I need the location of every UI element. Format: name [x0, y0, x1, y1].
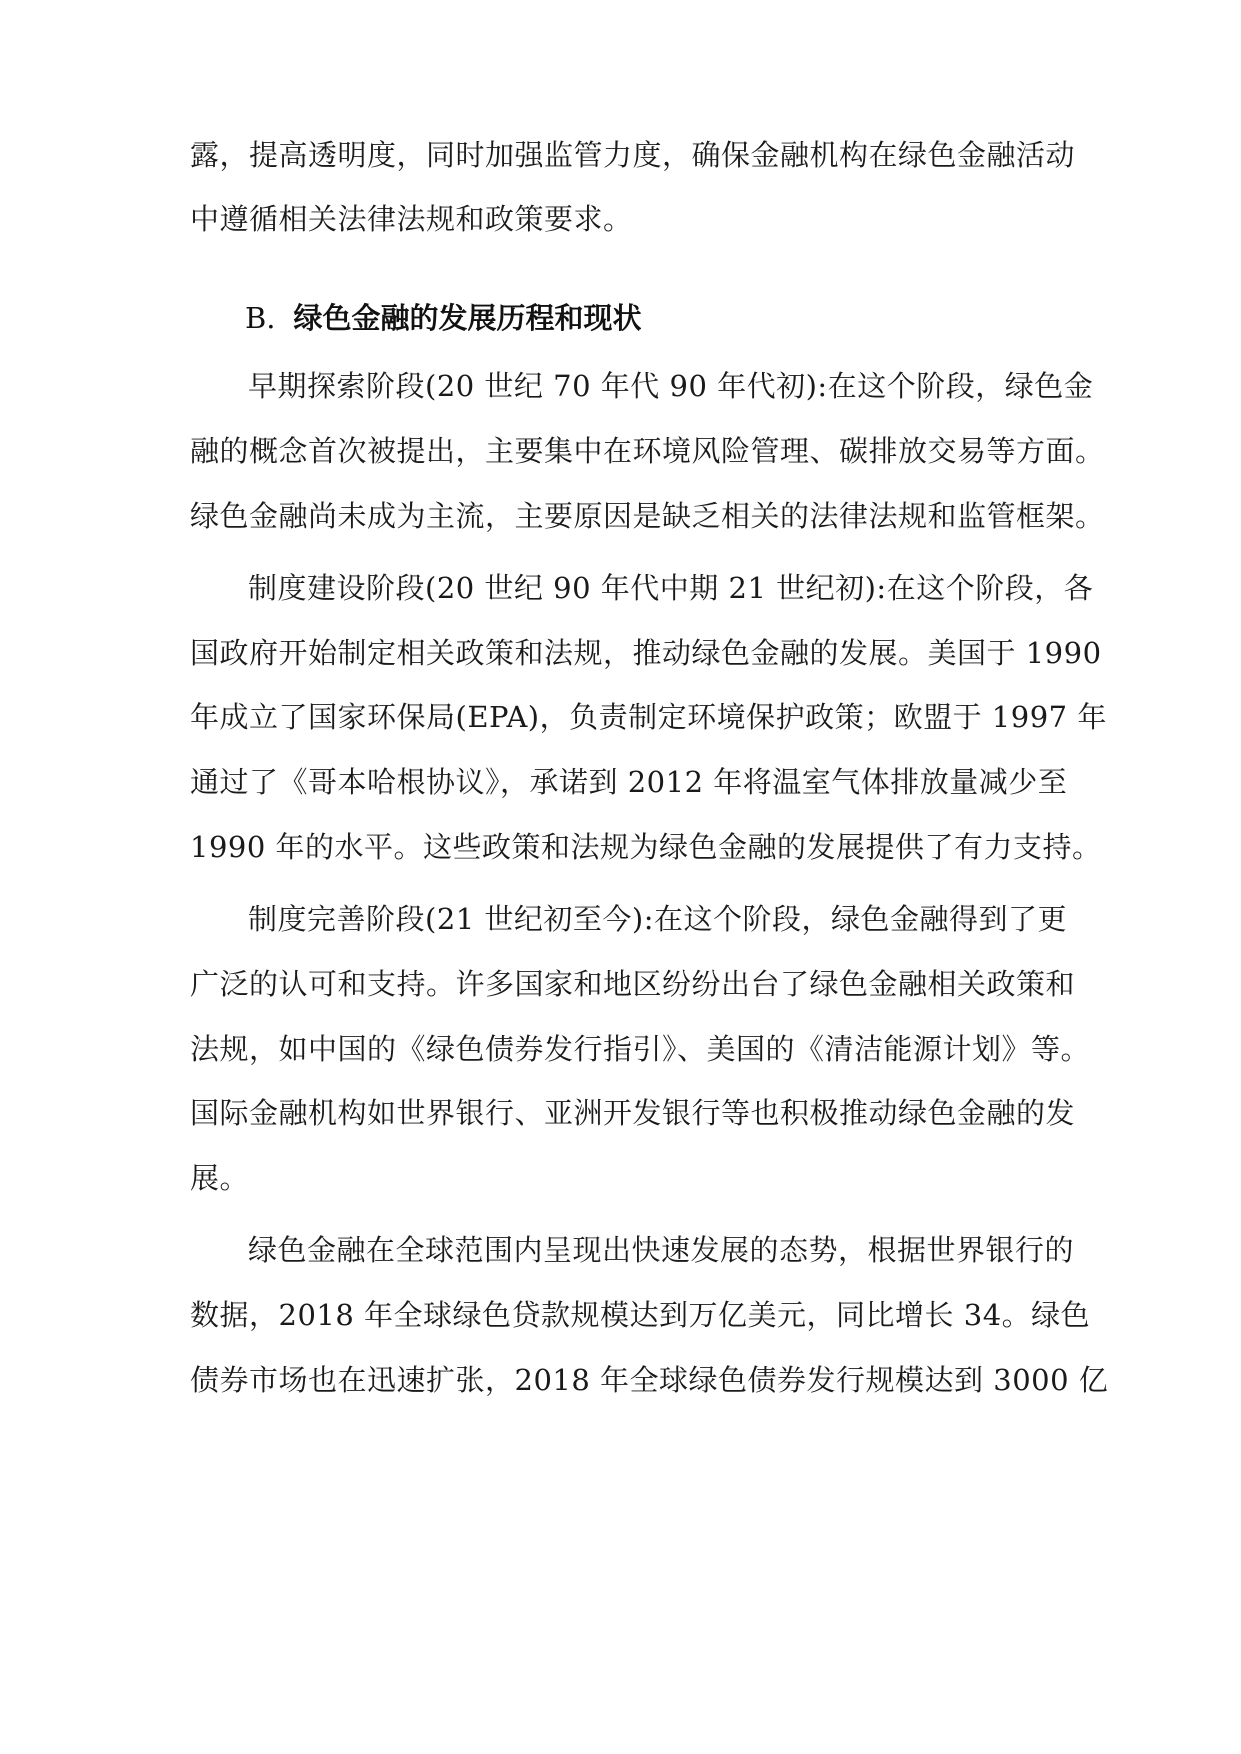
section-title: 绿色金融的发展历程和现状	[293, 301, 642, 335]
paragraph-4-line-1: 绿色金融在全球范围内呈现出快速发展的态势，根据世界银行的	[248, 1233, 1075, 1267]
paragraph-3-line-5: 展。	[190, 1161, 250, 1195]
paragraph-4-line-3: 债券市场也在迅速扩张，2018 年全球绿色债券发行规模达到 3000 亿	[190, 1363, 1109, 1397]
paragraph-1-line-3: 绿色金融尚未成为主流，主要原因是缺乏相关的法律法规和监管框架。	[190, 499, 1105, 533]
paragraph-2-line-4: 通过了《哥本哈根协议》，承诺到 2012 年将温室气体排放量减少至	[190, 765, 1068, 799]
section-marker: B.	[245, 301, 276, 335]
paragraph-4-line-2: 数据，2018 年全球绿色贷款规模达到万亿美元，同比增长 34。绿色	[190, 1298, 1091, 1332]
paragraph-3-line-4: 国际金融机构如世界银行、亚洲开发银行等也积极推动绿色金融的发	[190, 1096, 1076, 1130]
paragraph-1-line-1: 早期探索阶段(20 世纪 70 年代 90 年代初):在这个阶段，绿色金	[248, 369, 1094, 403]
section-heading	[245, 298, 642, 338]
paragraph-3-line-3: 法规，如中国的《绿色债券发行指引》、美国的《清洁能源计划》等。	[190, 1032, 1091, 1066]
paragraph-2-line-2: 国政府开始制定相关政策和法规，推动绿色金融的发展。美国于 1990	[190, 636, 1102, 670]
paragraph-2-line-1: 制度建设阶段(20 世纪 90 年代中期 21 世纪初):在这个阶段，各	[248, 571, 1094, 605]
paragraph-1-line-2: 融的概念首次被提出，主要集中在环境风险管理、碳排放交易等方面。	[190, 434, 1105, 468]
intro-line-2: 中遵循相关法律法规和政策要求。	[190, 202, 633, 236]
paragraph-2-line-5: 1990 年的水平。这些政策和法规为绿色金融的发展提供了有力支持。	[190, 830, 1102, 864]
intro-line-1: 露，提高透明度，同时加强监管力度，确保金融机构在绿色金融活动	[190, 138, 1076, 172]
paragraph-3-line-1: 制度完善阶段(21 世纪初至今):在这个阶段，绿色金融得到了更	[248, 902, 1068, 936]
paragraph-3-line-2: 广泛的认可和支持。许多国家和地区纷纷出台了绿色金融相关政策和	[190, 967, 1076, 1001]
paragraph-2-line-3: 年成立了国家环保局(EPA)，负责制定环境保护政策；欧盟于 1997 年	[190, 700, 1107, 734]
